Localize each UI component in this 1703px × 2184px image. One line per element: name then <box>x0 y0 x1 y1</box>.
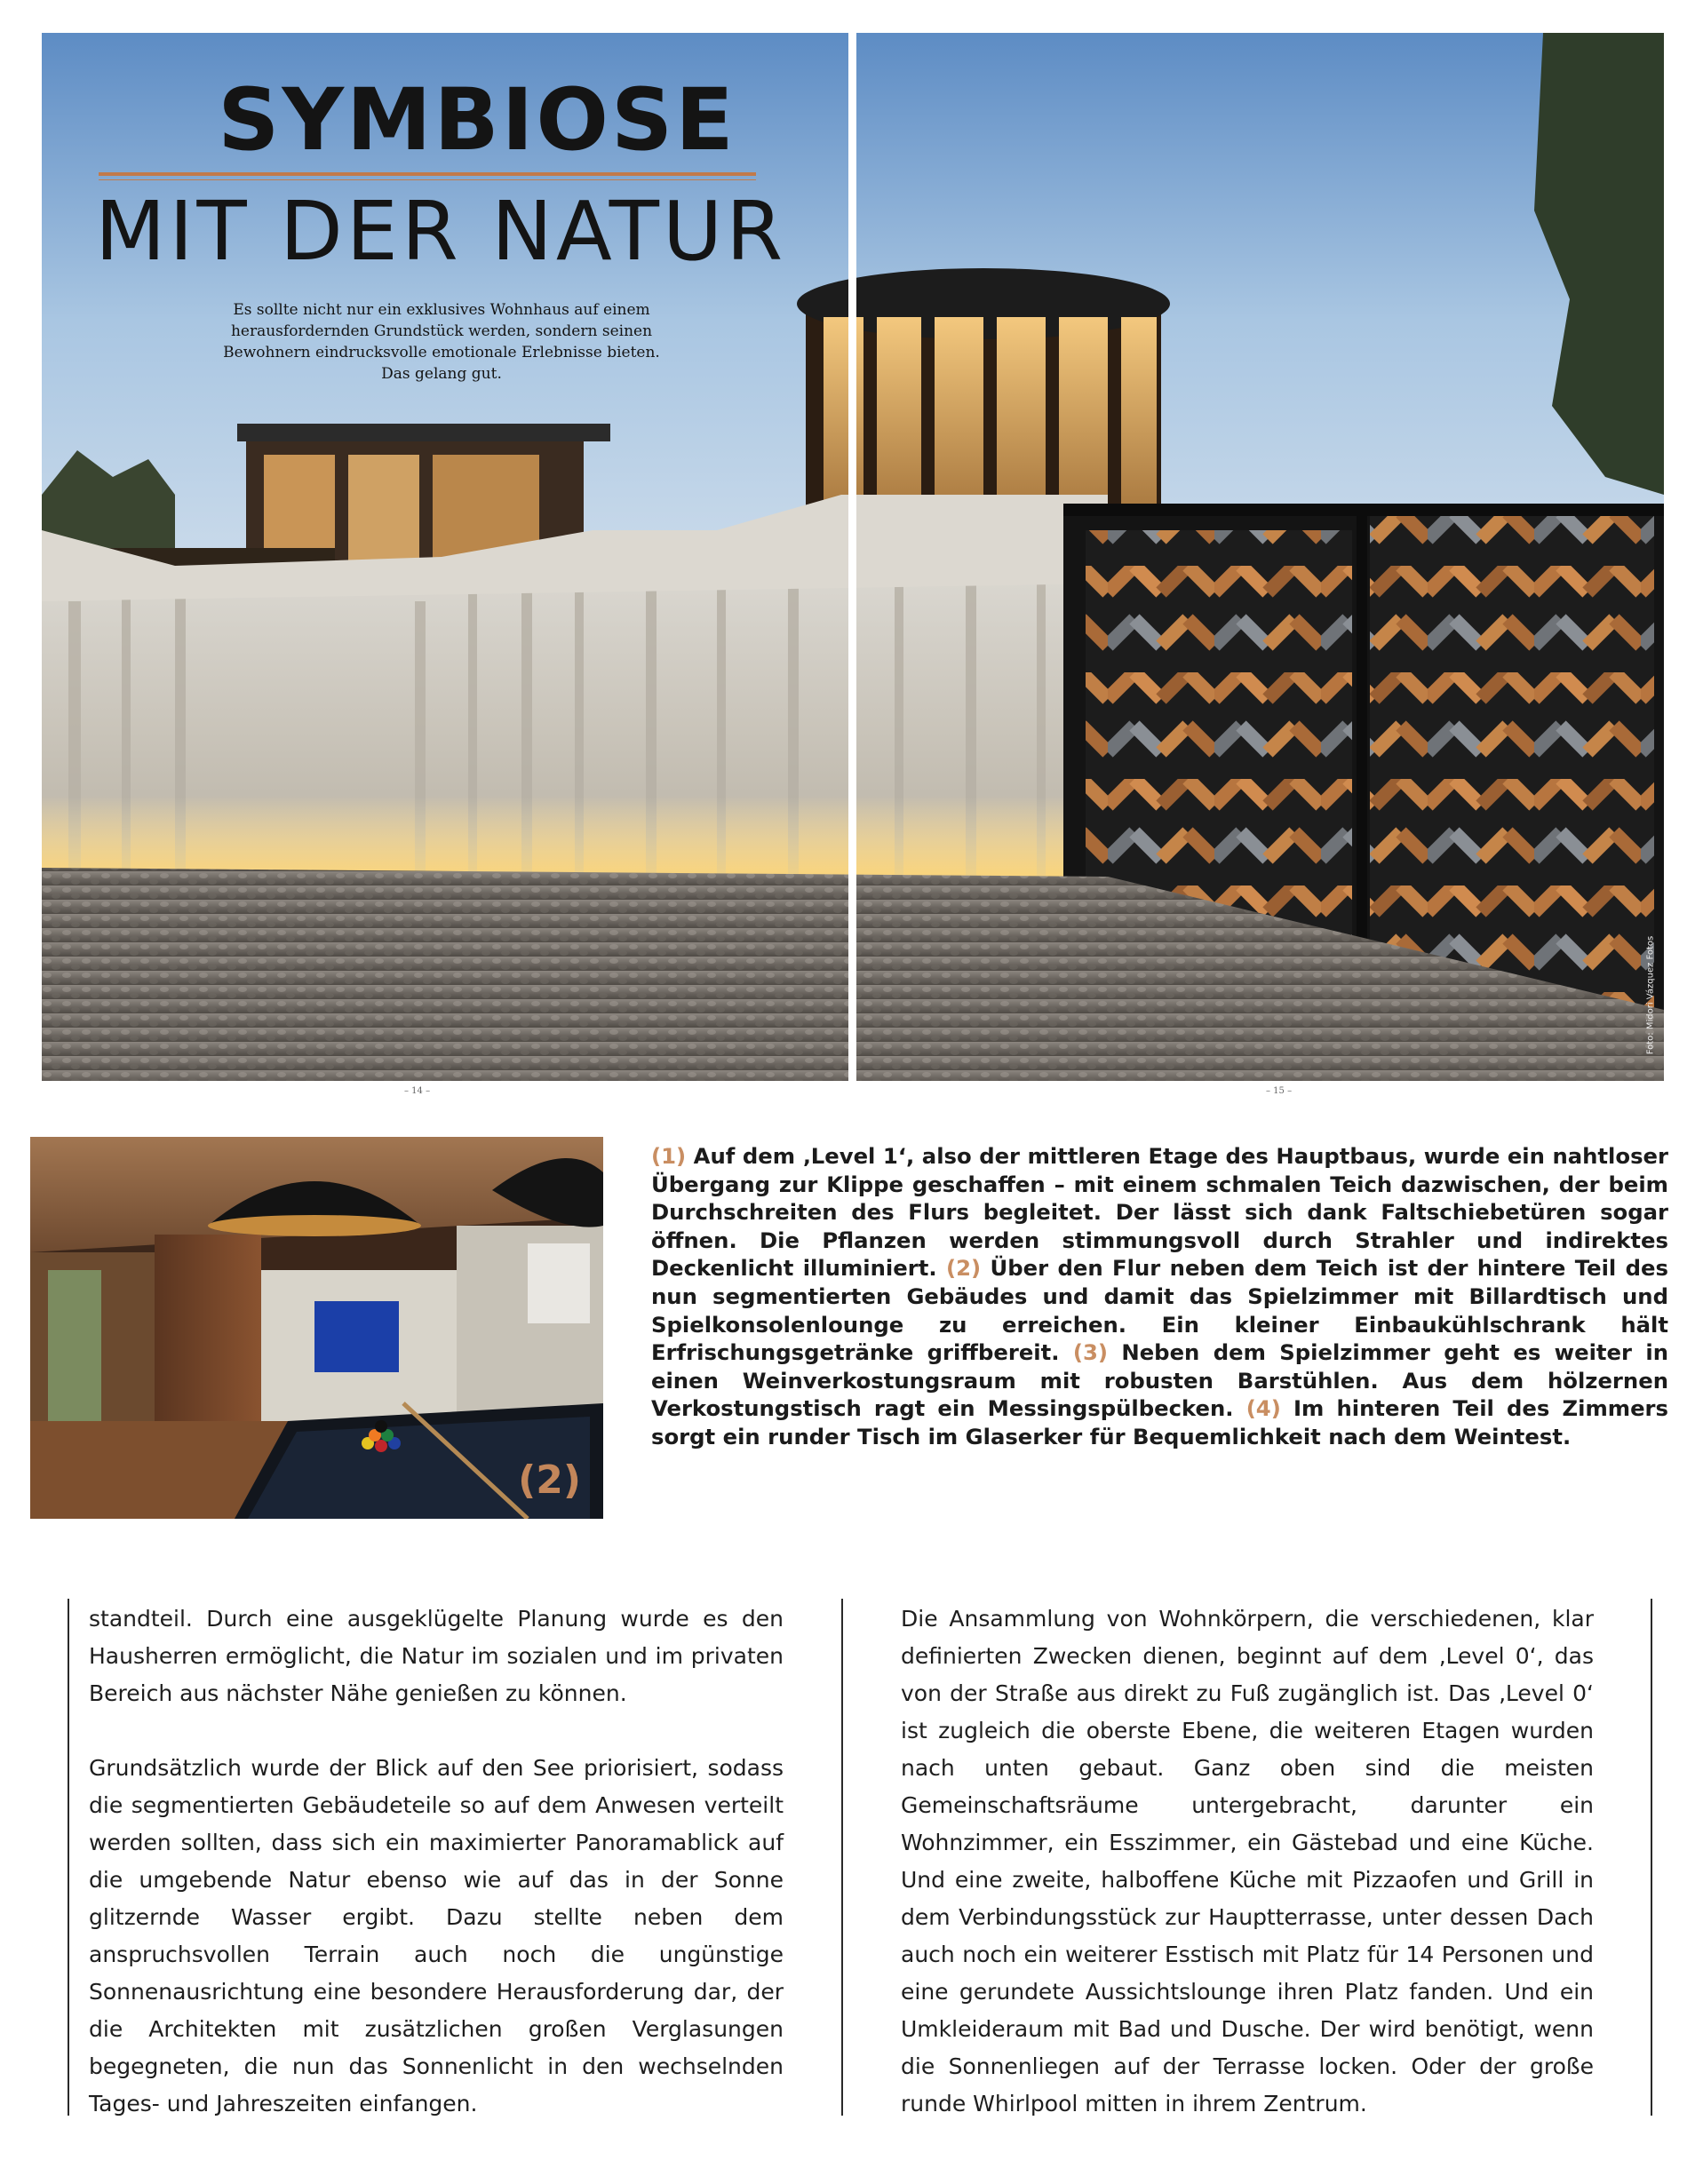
caption-number-1: (1) <box>651 1143 687 1169</box>
caption-text-3: Neben dem Spielzimmer geht es weiter in einen Weinverkostungsraum mit robusten Barstühlen. Aus dem hölzernen Verkostungstisch ragt ein Messingspülbecken. <box>651 1339 1668 1422</box>
caption-text-1: Auf dem ‚Level 1‘, also der mittleren Etage des Hauptbaus, wurde ein nahtloser Übergang zur Klippe geschaffen – mit einem schmalen Teich dazwischen, der beim Durchschreiten des Flurs begleitet. Der lässt sich dank Faltschiebetüren sogar öffnen. Die Pflanzen werden stimmungsvoll durch Strahler und indirektes Deckenlicht illuminiert. <box>651 1143 1668 1282</box>
caption-text-2: Über den Flur neben dem Teich ist der hintere Teil des nun segmentierten Gebäudes und damit das Spielzimmer mit Billardtisch und Spielkonsolenlounge zu erreichen. Ein kleiner Einbaukühlschrank hält Erfrischungsgetränke griffbereit. <box>651 1255 1668 1366</box>
paragraph: Grundsätzlich wurde der Blick auf den See priorisiert, sodass die segmentierten Gebäudeteile so auf dem Anwesen verteilt werden sollten, dass sich ein maximierter Panoramablick auf die umgebende Natur ebenso wie auf das in der Sonne glitzernde Wasser ergibt. Dazu stellte neben dem anspruchsvollen Terrain auch noch die ungünstige Sonnenausrichtung eine besondere Herausforderung dar, der die Architekten mit zusätzlichen großen Verglasungen begegneten, die nun das Sonnenlicht in den wechselnden Tages- und Jahreszeiten einfangen. <box>89 1755 784 2116</box>
headline-line-2: MIT DER NATUR <box>95 184 787 279</box>
column-rule-left <box>68 1599 69 2116</box>
paragraph: Die Ansammlung von Wohnkörpern, die verschiedenen, klar definierten Zwecken dienen, beginnt auf dem ‚Level 0‘, das von der Straße aus direkt zu Fuß zugänglich ist. Das ‚Level 0‘ ist zugleich die oberste Ebene, die weiteren Etagen wurden nach unten gebaut. Ganz oben sind die meisten Gemeinschaftsräume untergebracht, darunter ein Wohnzimmer, ein Esszimmer, ein Gästebad und eine Küche. Und eine zweite, halboffene Küche mit Pizzaofen und Grill in dem Verbindungsstück zur Hauptterrasse, unter dessen Dach auch noch ein weiterer Esstisch mit Platz für 14 Personen und eine gerundete Aussichtslounge ihren Platz fanden. Und ein Umkleideraum mit Bad und Dusche. Der wird benötigt, wenn die Sonnenliegen auf der Terrasse locken. Oder der große runde Whirlpool mitten in ihrem Zentrum. <box>901 1606 1594 2116</box>
headline-line-1: SYMBIOSE <box>218 70 736 170</box>
photo-caption <box>651 1142 1668 1451</box>
caption-number-4: (4) <box>1245 1395 1281 1422</box>
article-column-right <box>901 1600 1594 2123</box>
column-rule-right <box>1651 1599 1652 2116</box>
caption-text-4: Im hinteren Teil des Zimmers sorgt ein runder Tisch im Glaserker für Bequemlichkeit nach dem Weintest. <box>651 1395 1668 1449</box>
caption-number-2: (2) <box>945 1255 982 1282</box>
column-rule-middle <box>841 1599 843 2116</box>
headline-rule-thin <box>99 179 756 180</box>
intro-text: Es sollte nicht nur ein exklusives Wohnhaus auf einem herausfordernden Grundstück werden, sondern seinen Bewohnern eindrucksvolle emotionale Erlebnisse bieten. Das gelang gut. <box>223 301 660 383</box>
page-gutter <box>848 33 856 1081</box>
page-number-left: – 14 – <box>404 1086 431 1096</box>
article-column-left <box>89 1600 784 2123</box>
inset-number-label: (2) <box>518 1457 581 1503</box>
paragraph: standteil. Durch eine ausgeklügelte Planung wurde es den Hausherren ermöglicht, die Natur im sozialen und im privaten Bereich aus nächster Nähe genießen zu können. <box>89 1606 784 1706</box>
headline-rule <box>99 172 756 176</box>
game-room-photo <box>30 1137 603 1519</box>
hero-photo-spread <box>42 33 1664 1081</box>
page-number-right: – 15 – <box>1266 1086 1293 1096</box>
caption-number-3: (3) <box>1072 1339 1108 1366</box>
photo-credit: Foto: Midori Vázquez Fotos <box>1645 935 1656 1055</box>
